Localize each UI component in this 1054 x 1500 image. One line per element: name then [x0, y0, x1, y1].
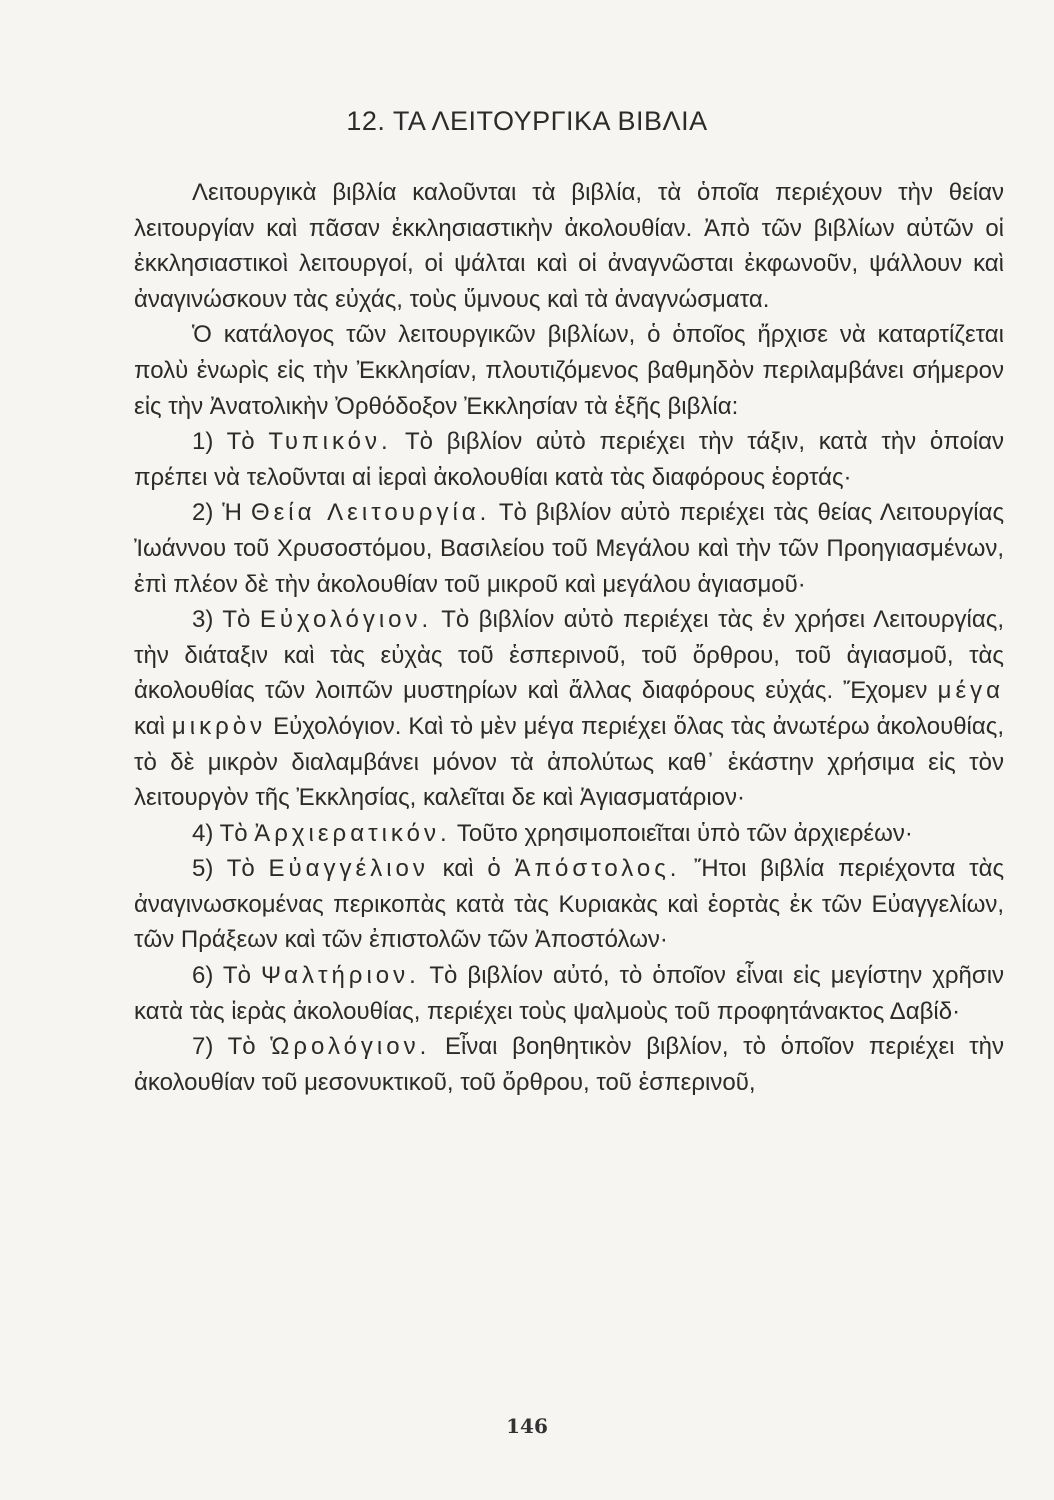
item-article: Τὸ — [222, 606, 251, 634]
item-article: Τὸ — [222, 962, 251, 990]
list-item-evangelion — [134, 851, 1004, 958]
item-term-mikron: μικρὸν — [171, 712, 267, 740]
item-number: 4) — [192, 819, 214, 847]
list-item-archieratikon — [134, 816, 1004, 852]
item-number: 2) — [192, 499, 214, 527]
item-text: Τοῦτο χρησιμοποιεῖται ὑπὸ τῶν ἀρχιερέων· — [456, 819, 913, 847]
item-number: 3) — [192, 606, 214, 634]
item-name: Θεία Λειτουργία. — [250, 499, 491, 527]
item-article: Τὸ — [226, 428, 255, 456]
list-item-liturgy — [134, 495, 1004, 602]
list-item-typikon — [134, 424, 1004, 495]
item-text-continued: Εὐχολόγιον. Καὶ τὸ μὲν μέγα περιέχει ὅλας τὰς ἀνωτέρω ἀκολουθίας, τὸ δὲ μικρὸν διαλαμβάνει μόνον τὰ ἀπολύτως καθ᾽ ἑκάστην χρήσιμα εἰς τὸν λειτουργὸν τῆς Ἐκκλησίας, καλεῖται δε καὶ Ἁγιασματάριον· — [134, 712, 1004, 812]
item-number: 6) — [192, 962, 214, 990]
item-number: 7) — [192, 1033, 214, 1061]
list-item-horologion — [134, 1029, 1004, 1100]
item-conjunction: καὶ — [134, 712, 165, 740]
page-number: 146 — [506, 1414, 548, 1438]
body-text — [134, 175, 1004, 1100]
list-item-euchologion — [134, 602, 1004, 816]
item-name: Ὡρολόγιον. — [270, 1033, 431, 1061]
item-name: Ἀρχιερατικόν. — [254, 819, 451, 847]
item-text: Τὸ βιβλίον αὐτό, τὸ ὁποῖον εἶναι εἰς μεγίστην χρῆσιν κατὰ τὰς ἱερὰς ἀκολουθίας, περιέχει τοὺς ψαλμοὺς τοῦ προφητάνακτος Δαβίδ· — [134, 962, 1005, 1025]
item-term-mega: μέγα — [937, 677, 1005, 705]
list-item-psalterion — [134, 958, 1004, 1029]
item-name: Εὐαγγέλιον — [268, 855, 429, 883]
item-number: 5) — [192, 855, 214, 883]
paragraph-catalog: Ὁ κατάλογος τῶν λειτουργικῶν βιβλίων, ὁ ὁποῖος ἤρχισε νὰ καταρτίζεται πολὺ ἐνωρὶς εἰς τὴν Ἐκκλησίαν, πλουτιζόμενος βαθμηδὸν περιλαμβάνει σήμερον εἰς τὴν Ἀνατολικὴν Ὀρθόδοξον Ἐκκλησίαν τὰ ἑξῆς βιβλία: — [134, 321, 1004, 420]
chapter-title: 12. ΤΑ ΛΕΙΤΟΥΡΓΙΚΑ ΒΙΒΛΙΑ — [346, 106, 708, 136]
item-article: Τὸ — [227, 1033, 256, 1061]
item-article: Τὸ — [226, 855, 255, 883]
item-text: Ἤτοι βιβλία περιέχοντα τὰς ἀναγινωσκομένας περικοπὰς κατὰ τὰς Κυριακὰς καὶ ἑορτὰς ἐκ τῶν Εὐαγγελίων, τῶν Πράξεων καὶ τῶν ἐπιστολῶν τῶν Ἀποστόλων· — [134, 855, 1005, 954]
item-name: Τυπικόν. — [268, 428, 392, 456]
item-text: Τὸ βιβλίον αὐτὸ περιέχει τὰς θείας Λειτουργίας Ἰωάννου τοῦ Χρυσοστόμου, Βασιλείου τοῦ Μεγάλου καὶ τὴν τῶν Προηγιασμένων, ἐπὶ πλέον δὲ τὴν ἀκολουθίαν τοῦ μικροῦ καὶ μεγάλου ἁγιασμοῦ· — [134, 499, 1005, 598]
item-name: Ψαλτήριον. — [260, 962, 420, 990]
item-name: Εὐχολόγιον. — [259, 606, 433, 634]
item-conjunction: καὶ ὁ — [442, 855, 501, 883]
item-text: Εἶναι βοηθητικὸν βιβλίον, τὸ ὁποῖον περιέχει τὴν ἀκολουθίαν τοῦ μεσονυκτικοῦ, τοῦ ὄρθρου, τοῦ ἑσπερινοῦ, — [134, 1033, 1004, 1096]
item-article: Τὸ — [219, 819, 248, 847]
item-name-second: Ἀπόστολος. — [514, 855, 681, 883]
paragraph-intro: Λειτουργικὰ βιβλία καλοῦνται τὰ βιβλία, τὰ ὁποῖα περιέχουν τὴν θείαν λειτουργίαν καὶ πᾶσαν ἐκκλησιαστικὴν ἀκολουθίαν. Ἀπὸ τῶν βιβλίων αὐτῶν οἱ ἐκκλησιαστικοὶ λειτουργοί, οἱ ψάλται καὶ οἱ ἀναγνῶσται ἐκφωνοῦν, ψάλλουν καὶ ἀναγινώσκουν τὰς εὐχάς, τοὺς ὕμνους καὶ τὰ ἀναγνώσματα. — [134, 179, 1004, 313]
item-article: Ἡ — [222, 499, 242, 527]
item-text: Τὸ βιβλίον αὐτὸ περιέχει τὰς ἐν χρήσει Λειτουργίας, τὴν διάταξιν καὶ τὰς εὐχὰς τοῦ ἑσπερινοῦ, τοῦ ὄρθρου, τοῦ ἁγιασμοῦ, τὰς ἀκολουθίας τῶν λοιπῶν μυστηρίων καὶ ἄλλας διαφόρους εὐχάς. Ἔχομεν — [134, 606, 1004, 705]
item-number: 1) — [192, 428, 214, 456]
item-text: Τὸ βιβλίον αὐτὸ περιέχει τὴν τάξιν, κατὰ τὴν ὁποίαν πρέπει νὰ τελοῦνται αἱ ἱεραὶ ἀκολουθίαι κατὰ τὰς διαφόρους ἑορτάς· — [134, 428, 1005, 491]
